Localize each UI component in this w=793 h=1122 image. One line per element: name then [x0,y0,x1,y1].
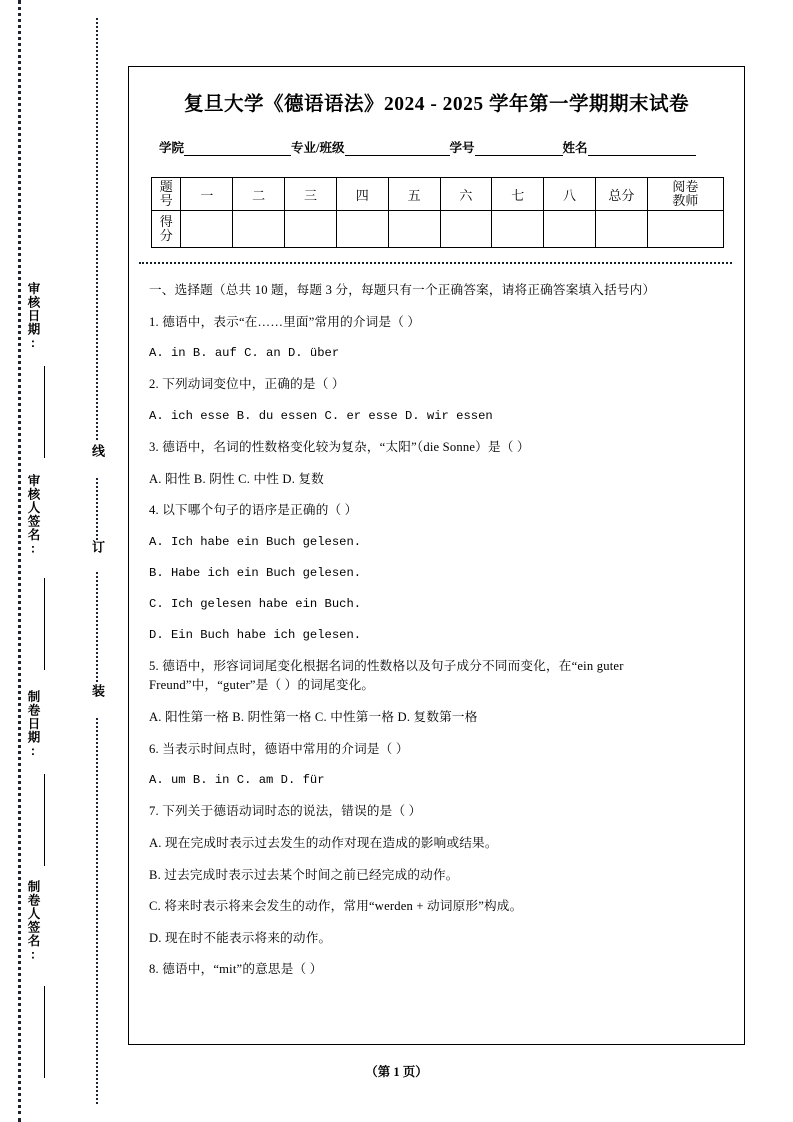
table-row-question-numbers [152,178,724,211]
field-student-id [450,138,563,156]
field-name [563,138,696,156]
field-name-input[interactable] [588,142,696,156]
question-7-option-b[interactable]: B. 过去完成时表示过去某个时间之前已经完成的动作。 [149,867,459,882]
table-cell-section-2: 二 [233,178,285,211]
question-2-options[interactable]: A. ich esse B. du essen C. er esse D. wir essen [149,408,493,423]
row-label-question-number-char1: 题 [159,179,173,195]
score-cell-5[interactable] [388,211,440,248]
question-5-stem: 5. 德语中，形容词词尾变化根据名词的性数格以及句子成分不同而变化，在“ein guter Freund”中，“guter”是（ ）的词尾变化。 [149,659,624,693]
question-3-stem: 3. 德语中，名词的性数格变化较为复杂，“太阳”（die Sonne）是（ ） [149,440,530,455]
question-4-option-a[interactable]: A. Ich habe ein Buch gelesen. [149,534,362,549]
question-8-stem: 8. 德语中，“mit”的意思是（ ） [149,962,323,977]
page-footer: （第 1 页） [365,1065,428,1079]
question-7-stem: 7. 下列关于德语动词时态的说法，错误的是（ ） [149,804,422,819]
maker-date-label: 制卷日期: [26,690,40,759]
question-1-options[interactable]: A. in B. auf C. an D. über [149,346,340,361]
question-7-option-c[interactable]: C. 将来时表示将来会发生的动作，常用“werden + 动词原形”构成。 [149,899,523,914]
score-table [151,177,724,248]
grading-teacher-label-line2: 教师 [672,193,699,208]
section-divider [139,262,732,264]
table-cell-section-1: 一 [181,178,233,211]
fold-mark-line: 线 [90,444,105,457]
score-table-wrapper [151,177,724,248]
question-2-stem: 2. 下列动词变位中，正确的是（ ） [149,377,345,392]
maker-signature-label: 制卷人签名: [26,880,40,963]
score-cell-total[interactable] [595,211,647,248]
reviewer-signature-rule [44,578,45,670]
score-cell-teacher[interactable] [647,211,723,248]
score-cell-6[interactable] [440,211,492,248]
field-college-label: 学院 [159,141,185,155]
question-5-options[interactable]: A. 阳性第一格 B. 阴性第一格 C. 中性第一格 D. 复数第一格 [149,709,478,724]
review-date-label: 审核日期: [26,282,40,351]
field-student-id-label: 学号 [449,141,475,155]
question-6-stem: 6. 当表示时间点时，德语中常用的介词是（ ） [149,741,409,756]
row-label-score [152,211,181,248]
row-label-score-char1: 得 [159,214,173,230]
score-cell-2[interactable] [233,211,285,248]
table-row-scores [152,211,724,248]
score-cell-4[interactable] [336,211,388,248]
grading-teacher-label-line1: 阅卷 [672,178,699,194]
field-student-id-input[interactable] [475,142,563,156]
outer-dotted-edge [18,0,21,1122]
table-cell-grading-teacher-label [647,178,723,211]
table-cell-section-8: 八 [544,178,596,211]
score-cell-8[interactable] [544,211,596,248]
field-name-label: 姓名 [562,141,588,155]
fold-mark-bind: 订 [90,540,105,553]
score-cell-3[interactable] [285,211,337,248]
exam-content [149,281,726,980]
question-4-option-d[interactable]: D. Ein Buch habe ich gelesen. [149,628,362,643]
fold-dotted-line-segment-3 [96,572,98,682]
field-college-input[interactable] [184,142,291,156]
row-label-score-char2: 分 [159,228,173,243]
table-cell-total-label: 总分 [595,178,647,211]
table-cell-section-6: 六 [440,178,492,211]
question-4-stem: 4. 以下哪个句子的语序是正确的（ ） [149,503,358,518]
review-date-rule [44,366,45,458]
field-major-class-label: 专业/班级 [291,141,345,155]
score-cell-1[interactable] [181,211,233,248]
field-major-class [291,138,449,156]
section-heading: 一、选择题（总共 10 题，每题 3 分，每题只有一个正确答案，请将正确答案填入括号内） [149,283,656,297]
maker-date-rule [44,774,45,866]
question-6-options[interactable]: A. um B. in C. am D. für [149,773,325,788]
question-7-option-a[interactable]: A. 现在完成时表示过去发生的动作对现在造成的影响或结果。 [149,835,498,850]
table-cell-section-5: 五 [388,178,440,211]
fold-dotted-line-segment-2 [96,478,98,540]
reviewer-signature-label: 审核人签名: [26,474,40,557]
question-4-option-c[interactable]: C. Ich gelesen habe ein Buch. [149,597,362,612]
question-1-stem: 1. 德语中，表示“在……里面”常用的介词是（ ） [149,314,421,329]
row-label-question-number-char2: 号 [159,193,173,208]
table-cell-section-7: 七 [492,178,544,211]
left-margin-annotations [0,0,120,1122]
score-cell-7[interactable] [492,211,544,248]
field-college [159,138,291,156]
page-title: 复旦大学《德语语法》2024 - 2025 学年第一学期期末试卷 [183,94,690,115]
question-4-option-b[interactable]: B. Habe ich ein Buch gelesen. [149,565,362,580]
student-info-line [159,138,728,156]
fold-mark-pack: 装 [90,684,105,697]
fold-dotted-line-segment-4 [96,718,98,1104]
question-7-option-d[interactable]: D. 现在时不能表示将来的动作。 [149,930,332,945]
table-cell-section-4: 四 [336,178,388,211]
fold-dotted-line-segment-1 [96,18,98,440]
row-label-question-number [152,178,181,211]
field-major-class-input[interactable] [345,142,450,156]
table-cell-section-3: 三 [285,178,337,211]
exam-paper-sheet [128,66,745,1045]
question-3-options[interactable]: A. 阳性 B. 阴性 C. 中性 D. 复数 [149,471,324,486]
